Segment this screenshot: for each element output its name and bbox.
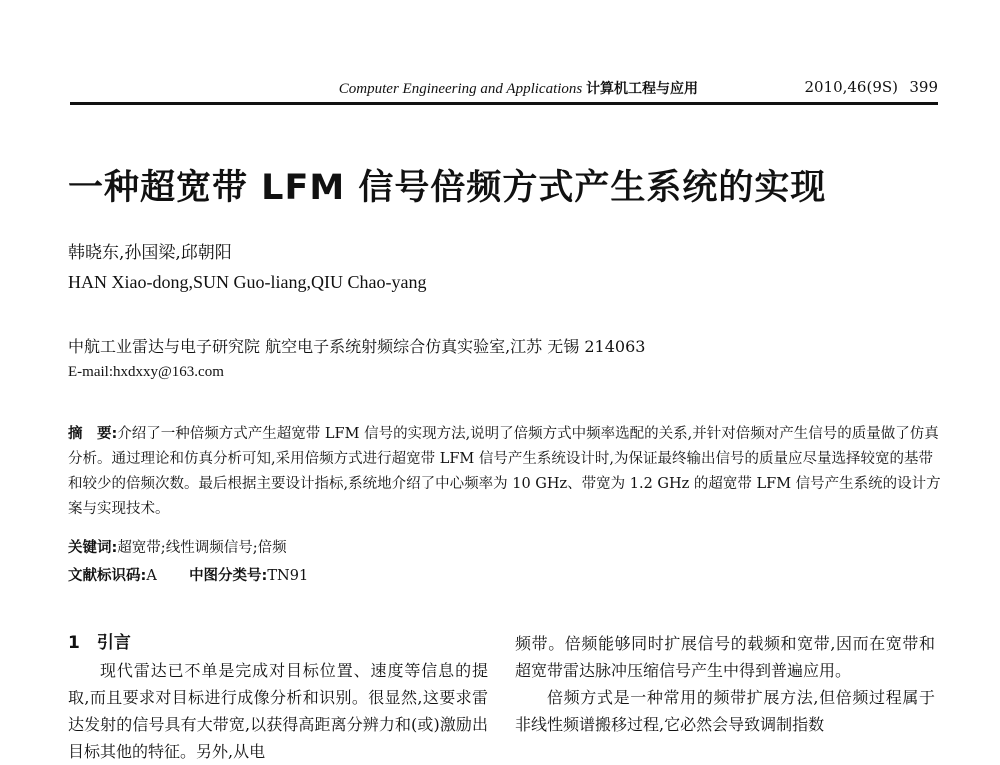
abstract-label: 摘 要: [68,426,118,442]
abstract [68,422,942,522]
journal-name: Computer Engineering and Applications 计算机工程与应用 [338,81,698,97]
clc-value: TN91 [267,568,309,584]
abstract-text: 介绍了一种倍频方式产生超宽带 LFM 信号的实现方法,说明了倍频方式中频率选配的关系,并针对倍频对产生信号的质量做了仿真分析。通过理论和仿真分析可知,采用倍频方式进行超宽带 LFM 信号产生系统设计时,为保证最终输出信号的质量应尽量选择较宽的基带和较少的倍频次数。最后根据主要设计指标,系统地介绍了中心频率为 10 GHz、带宽为 1.2 GHz 的超宽带 LFM 信号产生系统的设计方案与实现技术。 [68,426,941,517]
issue-number: 2010,46(9S) [804,78,898,96]
keywords-label: 关键词: [68,540,118,556]
journal-name-cn: 计算机工程与应用 [586,81,698,97]
page-number: 399 [909,78,938,96]
left-column [68,630,488,765]
authors-cn: 韩晓东,孙国梁,邱朝阳 [68,243,232,263]
affiliation: 中航工业雷达与电子研究院 航空电子系统射频综合仿真实验室,江苏 无锡 214063 [68,337,646,356]
clc-label: 中图分类号: [189,568,268,584]
keywords [68,536,287,557]
keywords-text: 超宽带;线性调频信号;倍频 [117,540,287,556]
right-column [515,630,935,738]
doc-code-value: A [146,568,157,584]
classification [68,564,308,585]
doc-code-label: 文献标识码: [68,568,147,584]
intro-paragraph: 现代雷达已不单是完成对目标位置、速度等信息的提取,而且要求对目标进行成像分析和识别。很显然,这要求雷达发射的信号具有大带宽,以获得高距离分辨力和(或)激励出目标其他的特征。另外,从电 [68,661,488,761]
email: E-mail:hxdxxy@163.com [68,364,224,380]
paper-title: 一种超宽带 LFM 信号倍频方式产生系统的实现 [68,168,827,208]
right-paragraph-1: 频带。倍频能够同时扩展信号的载频和宽带,因而在宽带和超宽带雷达脉冲压缩信号产生中得到普遍应用。 [515,634,935,680]
running-header [70,78,938,102]
header-rule [70,102,938,105]
authors-en: HAN Xiao-dong,SUN Guo-liang,QIU Chao-yang [68,272,427,292]
section-heading: 1 引言 [68,633,131,653]
right-paragraph-2: 倍频方式是一种常用的频带扩展方法,但倍频过程属于非线性频谱搬移过程,它必然会导致调制指数 [515,688,935,734]
